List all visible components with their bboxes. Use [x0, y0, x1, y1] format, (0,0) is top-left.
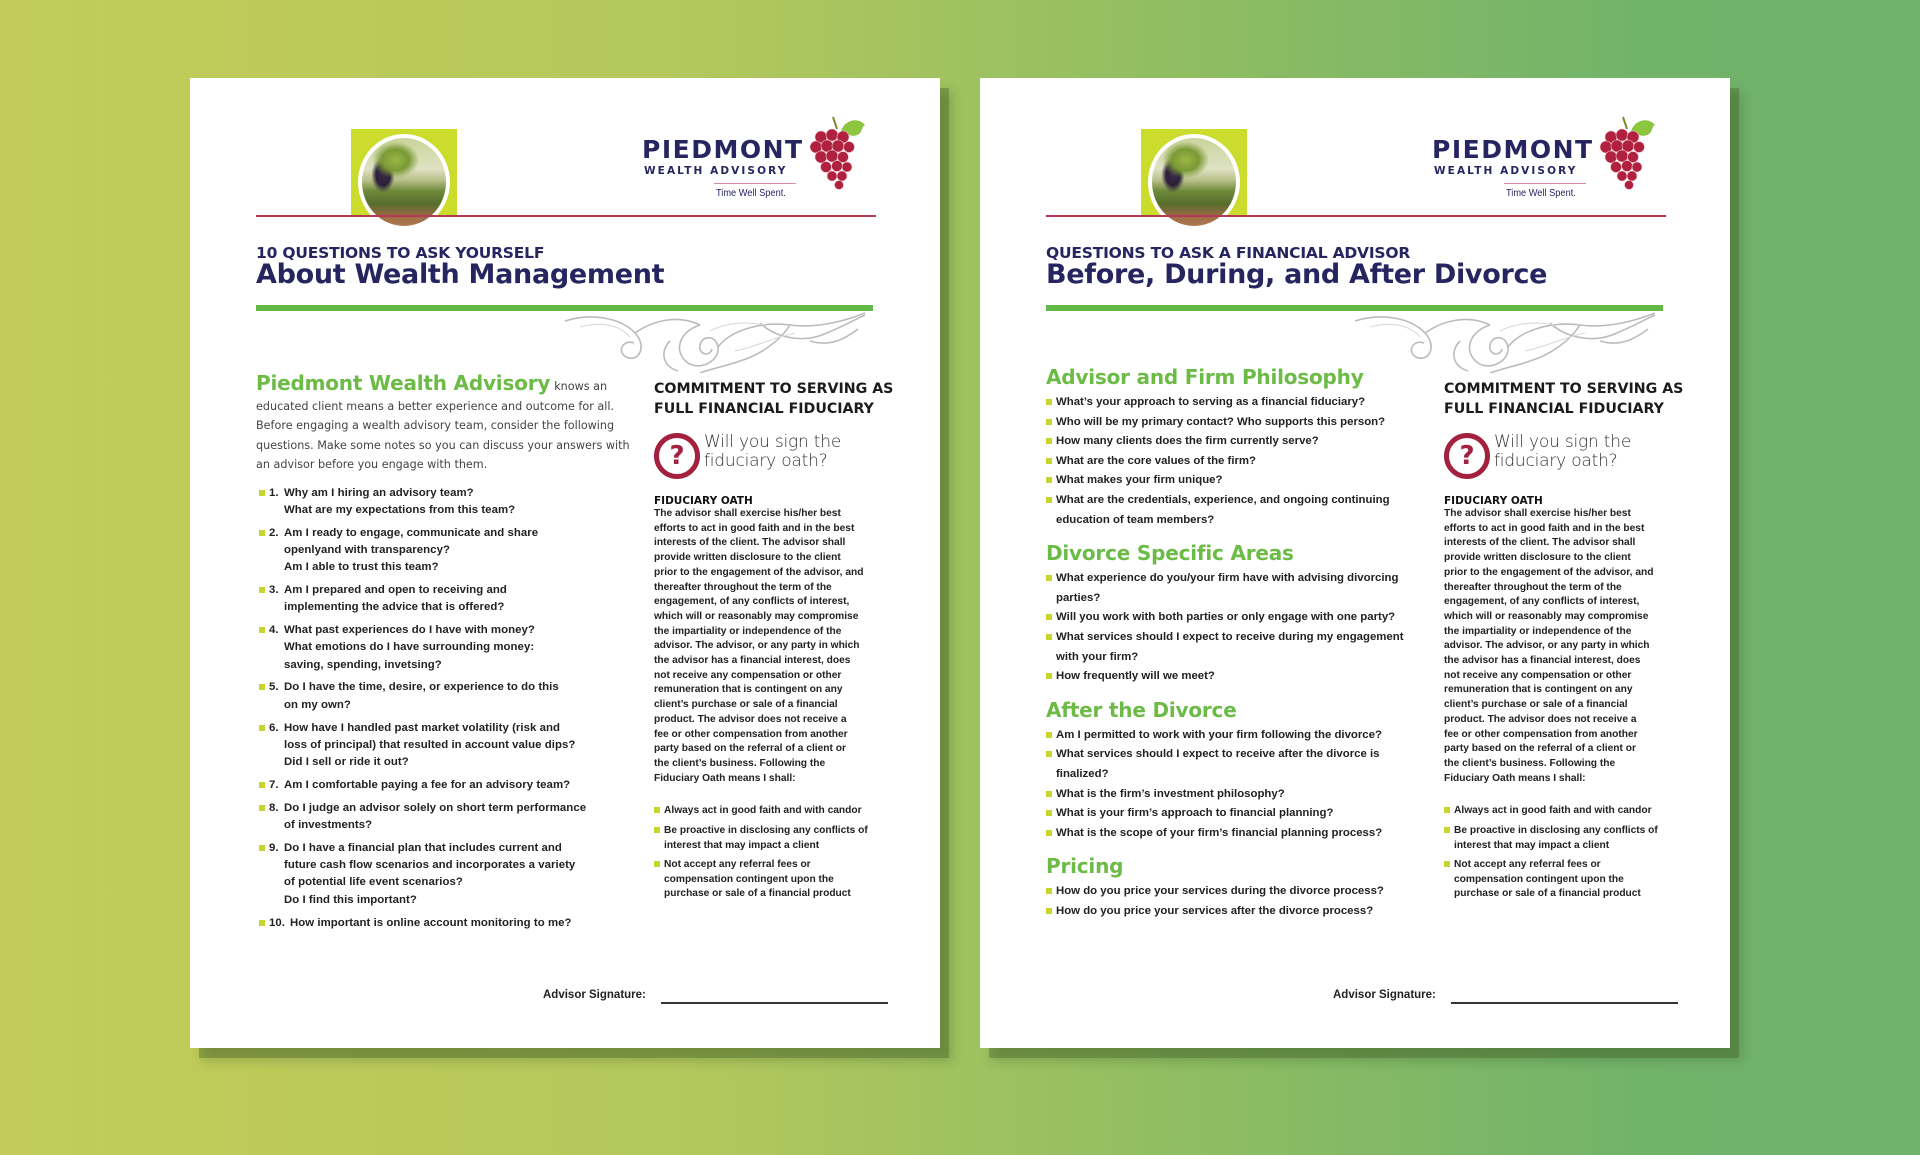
square-bullet-icon [259, 587, 265, 593]
question-item: How many clients does the firm currently serve? [1046, 432, 1426, 452]
section-heading: After the Divorce [1046, 697, 1237, 722]
question-line: What past experiences do I have with money? [284, 624, 535, 637]
piedmont-logo [1432, 115, 1672, 205]
section-question-list [1046, 882, 1436, 921]
square-bullet-icon [1046, 888, 1052, 894]
section-heading: Advisor and Firm Philosophy [1046, 365, 1364, 389]
question-item [256, 485, 631, 520]
signature-label: Advisor Signature: [543, 989, 646, 1001]
square-bullet-icon [259, 684, 265, 690]
question-item [256, 840, 631, 909]
question-sections [1046, 364, 1436, 931]
question-line: Am I ready to engage, communicate and share [284, 526, 539, 539]
question-item: Am I permitted to work with your firm following the divorce? [1046, 726, 1426, 746]
signature-line [661, 1002, 888, 1004]
question-item: What is the scope of your firm’s financial planning process? [1046, 824, 1426, 844]
sign-oath-prompt [654, 431, 894, 483]
question-item: What are the core values of the firm? [1046, 452, 1426, 472]
square-bullet-icon [1046, 419, 1052, 425]
square-bullet-icon [1444, 807, 1450, 813]
oath-title: FIDUCIARY OATH [1444, 495, 1543, 507]
question-number: 9. [269, 841, 279, 854]
square-bullet-icon [1046, 673, 1052, 679]
question-number: 10. [269, 916, 285, 929]
section-question-list [1046, 726, 1436, 844]
question-item [256, 679, 631, 714]
question-number: 3. [269, 583, 279, 596]
square-bullet-icon [1046, 477, 1052, 483]
flyer-kicker: QUESTIONS TO ASK A FINANCIAL ADVISOR [1046, 244, 1411, 262]
grapes-icon [807, 115, 867, 190]
question-line: implementing the advice that is offered? [284, 601, 505, 614]
pledge-item: Be proactive in disclosing any conflicts of interest that may impact a client [1444, 824, 1669, 853]
pledge-item: Not accept any referral fees or compensation contingent upon the purchase or sale of a financial product [654, 858, 879, 902]
header-divider [1046, 215, 1666, 217]
grapes-icon [1597, 115, 1657, 190]
flyer-title: About Wealth Management [256, 259, 665, 290]
question-line: Do I find this important? [284, 893, 417, 906]
question-line: How have I handled past market volatility (risk and [284, 721, 561, 734]
question-number: 1. [269, 486, 279, 499]
question-item: How frequently will we meet? [1046, 667, 1426, 687]
question-line: Do I have a financial plan that includes current and [284, 841, 562, 854]
square-bullet-icon [259, 490, 265, 496]
square-bullet-icon [1046, 908, 1052, 914]
intro-brand: Piedmont Wealth Advisory [256, 371, 551, 395]
commitment-heading: COMMITMENT TO SERVING AS FULL FINANCIAL FIDUCIARY [654, 381, 894, 417]
question-item: Who will be my primary contact? Who supports this person? [1046, 413, 1426, 433]
question-item: Will you work with both parties or only engage with one party? [1046, 608, 1426, 628]
question-number: 6. [269, 721, 279, 734]
square-bullet-icon [1046, 751, 1052, 757]
square-bullet-icon [259, 627, 265, 633]
sign-oath-prompt [1444, 431, 1684, 483]
header-divider [256, 215, 876, 217]
square-bullet-icon [654, 807, 660, 813]
question-item: What services should I expect to receive after the divorce is finalized? [1046, 745, 1426, 784]
question-list [256, 485, 631, 932]
square-bullet-icon [259, 920, 265, 926]
flyer-page-divorce-questions [980, 78, 1730, 1048]
logo-subtitle: WEALTH ADVISORY [1434, 165, 1578, 177]
question-item [256, 720, 631, 772]
fiduciary-column [1444, 380, 1684, 907]
question-item: What is your firm’s approach to financial planning? [1046, 804, 1426, 824]
question-mark-circle-icon: ? [654, 433, 700, 479]
question-line: Am I prepared and open to receiving and [284, 583, 507, 596]
square-bullet-icon [259, 725, 265, 731]
flyer-kicker: 10 QUESTIONS TO ASK YOURSELF [256, 244, 545, 262]
intro-text: knows an educated client means a better experience and outcome for all. Before engaging a wealth advisory team, consider the following questions. Make some notes so you can discuss your answers with an advisor before you engage with them. [256, 380, 630, 471]
question-line: of investments? [284, 819, 373, 832]
question-line: of potential life event scenarios? [284, 876, 463, 889]
pledge-item: Always act in good faith and with candor [654, 804, 879, 819]
question-item: What services should I expect to receive during my engagement with your firm? [1046, 628, 1426, 667]
logo-tagline: Time Well Spent. [1506, 187, 1576, 199]
square-bullet-icon [1046, 458, 1052, 464]
square-bullet-icon [1046, 791, 1052, 797]
question-item [256, 777, 631, 794]
question-number: 5. [269, 681, 279, 694]
question-line: Do I have the time, desire, or experience to do this [284, 681, 559, 694]
square-bullet-icon [1444, 827, 1450, 833]
flyer-title: Before, During, and After Divorce [1046, 259, 1548, 290]
commitment-heading: COMMITMENT TO SERVING AS FULL FINANCIAL FIDUCIARY [1444, 381, 1684, 417]
square-bullet-icon [259, 530, 265, 536]
question-item [256, 622, 631, 674]
question-item: What makes your firm unique? [1046, 471, 1426, 491]
question-line: openlyand with transparency? [284, 543, 450, 556]
question-line: Am I comfortable paying a fee for an advisory team? [284, 778, 571, 791]
square-bullet-icon [1046, 614, 1052, 620]
square-bullet-icon [1046, 810, 1052, 816]
section-heading: Pricing [1046, 854, 1124, 879]
oath-title: FIDUCIARY OATH [654, 495, 753, 507]
question-line: future cash flow scenarios and incorporates a variety [284, 859, 576, 872]
square-bullet-icon [259, 782, 265, 788]
question-line: loss of principal) that resulted in account value dips? [284, 738, 576, 751]
question-line: What emotions do I have surrounding money: [284, 641, 535, 654]
signature-label: Advisor Signature: [1333, 989, 1436, 1001]
oath-pledges [1444, 804, 1684, 902]
question-item: What are the credentials, experience, and ongoing continuing education of team members? [1046, 491, 1426, 530]
section-question-list [1046, 569, 1436, 687]
question-mark-circle-icon: ? [1444, 433, 1490, 479]
logo-name: PIEDMONT [642, 135, 804, 164]
question-item: What’s your approach to serving as a financial fiduciary? [1046, 393, 1426, 413]
intro-paragraph [256, 371, 631, 475]
question-item: How do you price your services during the divorce process? [1046, 882, 1426, 902]
question-line: Did I sell or ride it out? [284, 756, 409, 769]
fiduciary-column [654, 380, 894, 907]
sign-oath-question: Will you sign the fiduciary oath? [1494, 432, 1632, 471]
question-line: on my own? [284, 698, 351, 711]
question-line: What are my expectations from this team? [284, 503, 516, 516]
question-item [256, 582, 631, 617]
pledge-item: Always act in good faith and with candor [1444, 804, 1669, 819]
filigree-ornament [560, 311, 870, 373]
question-item [256, 525, 631, 577]
oath-body: The advisor shall exercise his/her best efforts to act in good faith and in the best interests of the client. The advisor shall provide written disclosure to the client prior to the engagement of the advisor, and thereafter throughout the term of the engagement, of any conflicts of interest, which will or reasonably may compromise the impartiality or independence of the advisor. The advisor, or any party in which the advisor has a financial interest, does not receive any compensation or other remuneration that is contingent on any client’s purchase or sale of a financial product. The advisor does not receive a fee or other compensation from another party based on the referral of a client or the client’s business. Following the Fiduciary Oath means I shall: [1444, 508, 1654, 784]
square-bullet-icon [1046, 830, 1052, 836]
question-item: What experience do you/your firm have with advising divorcing parties? [1046, 569, 1426, 608]
oath-body: The advisor shall exercise his/her best efforts to act in good faith and in the best interests of the client. The advisor shall provide written disclosure to the client prior to the engagement of the advisor, and thereafter throughout the term of the engagement, of any conflicts of interest, which will or reasonably may compromise the impartiality or independence of the advisor. The advisor, or any party in which the advisor has a financial interest, does not receive any compensation or other remuneration that is contingent on any client’s purchase or sale of a financial product. The advisor does not receive a fee or other compensation from another party based on the referral of a client or the client’s business. Following the Fiduciary Oath means I shall: [654, 508, 864, 784]
sign-oath-question: Will you sign the fiduciary oath? [704, 432, 842, 471]
question-line: Do I judge an advisor solely on short term performance [284, 801, 587, 814]
intro-and-questions [256, 371, 631, 937]
question-line: saving, spending, invetsing? [284, 658, 442, 671]
question-item: How do you price your services after the divorce process? [1046, 902, 1426, 922]
square-bullet-icon [1046, 438, 1052, 444]
square-bullet-icon [1046, 634, 1052, 640]
piedmont-logo [642, 115, 882, 205]
square-bullet-icon [1046, 732, 1052, 738]
question-item [256, 915, 631, 932]
logo-divider [714, 183, 796, 184]
pledge-item: Be proactive in disclosing any conflicts of interest that may impact a client [654, 824, 879, 853]
square-bullet-icon [654, 827, 660, 833]
question-number: 4. [269, 624, 279, 637]
pledge-item: Not accept any referral fees or compensation contingent upon the purchase or sale of a financial product [1444, 858, 1669, 902]
square-bullet-icon [1444, 861, 1450, 867]
square-bullet-icon [1046, 399, 1052, 405]
square-bullet-icon [259, 845, 265, 851]
question-line: Why am I hiring an advisory team? [284, 486, 474, 499]
logo-divider [1504, 183, 1586, 184]
oath-pledges [654, 804, 894, 902]
square-bullet-icon [259, 805, 265, 811]
section-question-list [1046, 393, 1436, 530]
question-item [256, 800, 631, 835]
flyer-page-wealth-management [190, 78, 940, 1048]
logo-name: PIEDMONT [1432, 135, 1594, 164]
question-item: What is the firm’s investment philosophy? [1046, 785, 1426, 805]
square-bullet-icon [1046, 497, 1052, 503]
square-bullet-icon [654, 861, 660, 867]
section-heading: Divorce Specific Areas [1046, 541, 1294, 566]
signature-line [1451, 1002, 1678, 1004]
question-line: Am I able to trust this team? [284, 561, 439, 574]
question-number: 7. [269, 778, 279, 791]
logo-tagline: Time Well Spent. [716, 187, 786, 199]
question-number: 2. [269, 526, 279, 539]
square-bullet-icon [1046, 575, 1052, 581]
question-number: 8. [269, 801, 279, 814]
logo-subtitle: WEALTH ADVISORY [644, 165, 788, 177]
question-line: How important is online account monitoring to me? [290, 916, 572, 929]
